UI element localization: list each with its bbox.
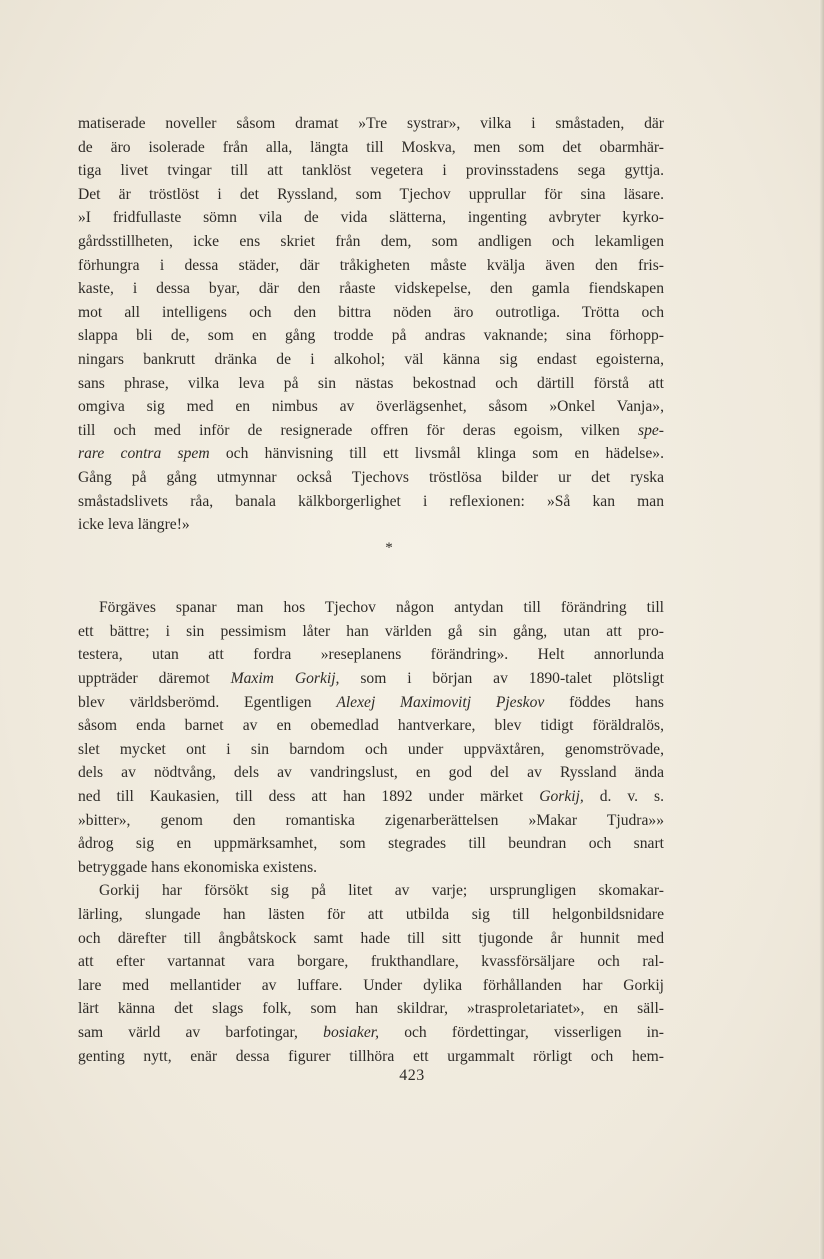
text-run: föddes hans [544, 693, 664, 711]
text-run: och fördettingar, visserligen in- [379, 1023, 664, 1041]
page-number: 423 [399, 1067, 425, 1084]
section-separator: * [385, 539, 393, 556]
text-line: omgiva sig med en nimbus av överlägsenhet, såsom »Onkel Vanja», [78, 398, 664, 416]
text-line: Förgäves spanar man hos Tjechov någon antydan till förändring till [99, 599, 664, 617]
text-line: tiga livet tvingar till att tanklöst vegetera i provinsstadens sega gyttja. [78, 162, 664, 180]
text-line: småstadslivets råa, banala kälkborgerlighet i reflexionen: »Så kan man [78, 492, 664, 510]
text-line: lärt känna det slags folk, som han skildrar, »trasproletariatet», en säll- [78, 1000, 664, 1018]
text-line: icke leva längre!» [78, 516, 190, 534]
text-line: ett bättre; i sin pessimism låter han världen gå sin gång, utan att pro- [78, 622, 664, 640]
text-line [78, 419, 664, 443]
text-line: slet mycket ont i sin barndom och under uppväxtåren, genomströvade, [78, 740, 664, 758]
text-line: de äro isolerade från alla, längta till Moskva, men som det obarmhär- [78, 138, 664, 156]
text-line: ådrog sig en uppmärksamhet, som stegrades till beundran och snart [78, 835, 664, 853]
text-line: lare med mellantider av luffare. Under dylika förhållanden har Gorkij [78, 976, 664, 994]
section-gap [78, 560, 664, 596]
text-line [78, 667, 664, 691]
italic-text: bosiaker, [323, 1023, 380, 1041]
text-line: matiserade noveller såsom dramat »Tre systrar», vilka i småstaden, där [78, 115, 664, 132]
text-line: Gorkij har försökt sig på litet av varje; ursprungligen skomakar- [99, 882, 664, 900]
text-run: ned till Kaukasien, till dess att han 1892 under märket [78, 788, 540, 806]
text-line: att efter vartannat vara borgare, frukthandlare, kvassförsäljare och ral- [78, 953, 664, 971]
italic-text: Alexej Maximovitj Pjeskov [336, 693, 545, 711]
text-line: kaste, i dessa byar, där den råaste vidskepelse, den gamla fiendskapen [78, 280, 664, 298]
text-line: sans phrase, vilka leva på sin nästas bekostnad och därtill förstå att [78, 374, 664, 392]
italic-text: spe- [638, 421, 664, 439]
text-run: som i början av 1890-talet plötsligt [339, 670, 664, 688]
text-line: »bitter», genom den romantiska zigenarberättelsen »Makar Tjudra»» [78, 811, 664, 829]
text-run: sam värld av barfotingar, [78, 1023, 324, 1041]
text-line: dels av nödtvång, dels av vandringslust, en god del av Ryssland ända [78, 764, 664, 782]
text-line [78, 442, 664, 466]
text-run: blev världsberömd. Egentligen [78, 693, 337, 711]
text-line [78, 1021, 664, 1045]
italic-text: Maxim Gorkij, [230, 670, 340, 688]
text-line: »I fridfullaste sömn vila de vida slätterna, ingenting avbryter kyrko- [78, 209, 664, 227]
text-run: uppträder däremot [78, 670, 231, 688]
text-line: testera, utan att fordra »reseplanens förändring». Helt annorlunda [78, 646, 664, 664]
text-line: lärling, slungade han lästen för att utbilda sig till helgonbildsnidare [78, 906, 664, 923]
text-line: Gång på gång utmynnar också Tjechovs tröstlösa bilder ur det ryska [78, 468, 664, 486]
text-line: betryggade hans ekonomiska existens. [78, 858, 318, 876]
text-run: till och med inför de resignerade offren för deras egoism, vilken [78, 421, 639, 439]
italic-text: rare contra spem [78, 445, 210, 463]
text-line: och därefter till ångbåtskock samt hade till sitt tjugonde år hunnit med [78, 929, 664, 947]
text-line [78, 691, 664, 715]
italic-text: Gorkij, [539, 788, 584, 806]
text-run: och hänvisning till ett livsmål klinga som en hädelse». [209, 445, 664, 463]
text-run: d. v. s. [583, 788, 664, 806]
text-line [78, 785, 664, 809]
text-line: Det är tröstlöst i det Ryssland, som Tjechov upprullar för sina läsare. [78, 185, 664, 203]
text-line: mot all intelligens och den bittra nöden äro outrotliga. Trötta och [78, 303, 664, 321]
text-line: ningars bankrutt dränka de i alkohol; väl känna sig endast egoisterna, [78, 350, 664, 368]
text-line: förhungra i dessa städer, där tråkigheten måste kvälja även den fris- [78, 256, 664, 274]
page-text [78, 112, 664, 1068]
text-line: gårdsstillheten, icke ens skriet från dem, som andligen och lekamligen [78, 232, 664, 250]
text-line: såsom enda barnet av en obemedlad hantverkare, blev tidigt föräldralös, [78, 717, 664, 735]
text-line: genting nytt, enär dessa figurer tillhöra ett urgammalt rörligt och hem- [78, 1047, 664, 1065]
text-line: slappa bli de, som en gång trodde på andras vaknande; sina förhopp- [78, 327, 664, 345]
